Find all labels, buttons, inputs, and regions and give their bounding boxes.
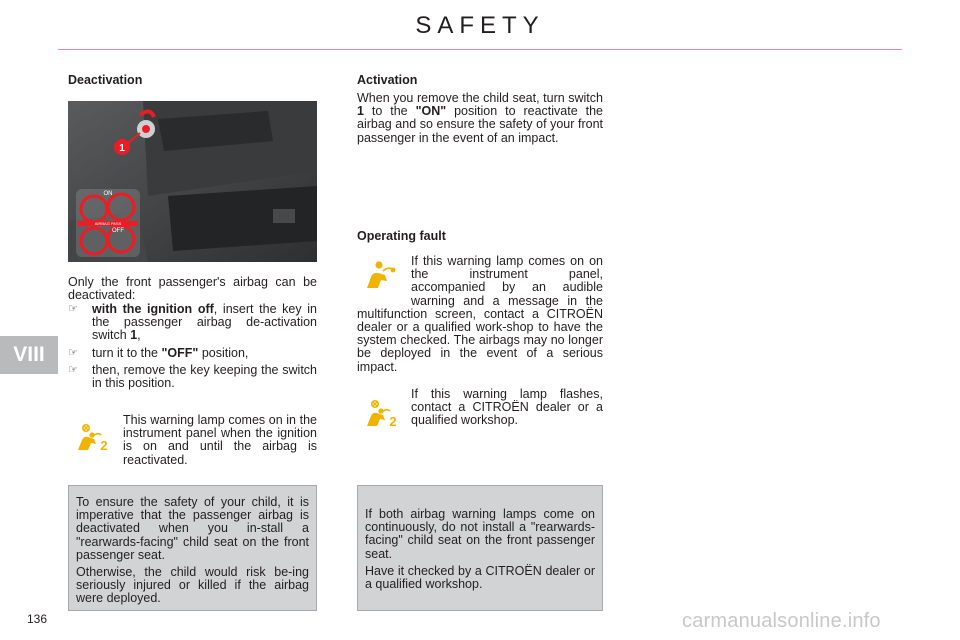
activation-heading: Activation [357, 73, 418, 87]
note-paragraph: Have it checked by a CITROËN dealer or a qualified workshop. [365, 563, 595, 592]
step-turn-off [68, 347, 317, 360]
step-remove-text: then, remove the key keeping the switch in this position. [92, 362, 317, 391]
passenger-airbag-off-icon [363, 398, 401, 430]
lamp-note: This warning lamp comes on in the instrument panel when the ignition is on and until the airbag is reactivated. [123, 413, 317, 467]
off-label: "OFF" [161, 345, 199, 360]
airbag-switch-illustration [68, 101, 317, 262]
page-number: 136 [27, 612, 48, 626]
step-ignition-text: , insert the key in the passenger airbag de-activation switch [92, 302, 317, 343]
deactivation-heading: Deactivation [68, 73, 143, 87]
deactivation-steps [68, 303, 317, 394]
note-paragraph: Otherwise, the child would risk be-ing seriously injured or killed if the airbag were deployed. [76, 565, 309, 606]
activation-text-c: position to reactivate the airbag and so ensure the safety of your front passenger in the event of an impact. [357, 104, 603, 145]
step-turn-text: turn it to the [92, 345, 162, 360]
deactivation-intro: Only the front passenger's airbag can be deactivated: [68, 275, 317, 303]
icon-digit: 2 [100, 438, 108, 453]
step-remove-key [68, 364, 317, 390]
activation-text-b: to the [363, 104, 416, 119]
child-safety-note-box [68, 485, 317, 611]
step-ignition [68, 303, 317, 343]
pointing-hand-icon: ☞ [68, 303, 78, 315]
pointing-hand-icon: ☞ [68, 363, 78, 376]
chapter-tab[interactable]: VIII [0, 336, 58, 374]
note-paragraph: To ensure the safety of your child, it is imperative that the passenger airbag is deactivated when you in-stall a "rearwards-facing" child seat on the front passenger seat. [76, 495, 309, 562]
step-ignition-end: , [137, 328, 141, 343]
operating-fault-heading: Operating fault [357, 229, 446, 243]
lamp2-text: If this warning lamp flashes, contact a CITROËN dealer or a qualified workshop. [411, 387, 603, 428]
label-on: ON [103, 191, 113, 197]
icon-digit: 2 [389, 414, 397, 429]
switch-number: 1 [357, 104, 364, 119]
both-lamps-note-box [357, 485, 603, 611]
watermark: carmanualsonline.info [682, 610, 881, 632]
page-title: SAFETY [415, 12, 545, 39]
passenger-airbag-off-icon [74, 422, 112, 454]
label-band: AIRBAG PASS [94, 221, 122, 226]
activation-text [357, 92, 603, 145]
pointing-hand-icon: ☞ [68, 346, 78, 359]
lamp1-text [357, 255, 603, 374]
step-ignition-bold: with the ignition off [92, 302, 214, 316]
title-rule [58, 49, 902, 50]
switch-number: 1 [130, 328, 138, 343]
airbag-switch-photo [68, 101, 317, 262]
icon-spacer [357, 255, 411, 307]
on-label: "ON" [415, 104, 447, 119]
lamp1-text-content: If this warning lamp comes on on the instrument panel, accompanied by an audible warning and a message in the multifunction screen, contact a CITROËN dealer or a qualified work-shop to have the system checked. The airbags may no longer be deployed in the event of a serious impact. [357, 254, 603, 374]
callout-number: 1 [119, 143, 125, 154]
note-paragraph: If both airbag warning lamps come on continuously, do not install a "rearwards-facing" child seat on the front passenger seat. [365, 507, 595, 561]
label-off: OFF [112, 228, 124, 234]
activation-text-a: When you remove the child seat, turn switch [357, 91, 603, 105]
step-turn-end: position, [198, 345, 249, 360]
